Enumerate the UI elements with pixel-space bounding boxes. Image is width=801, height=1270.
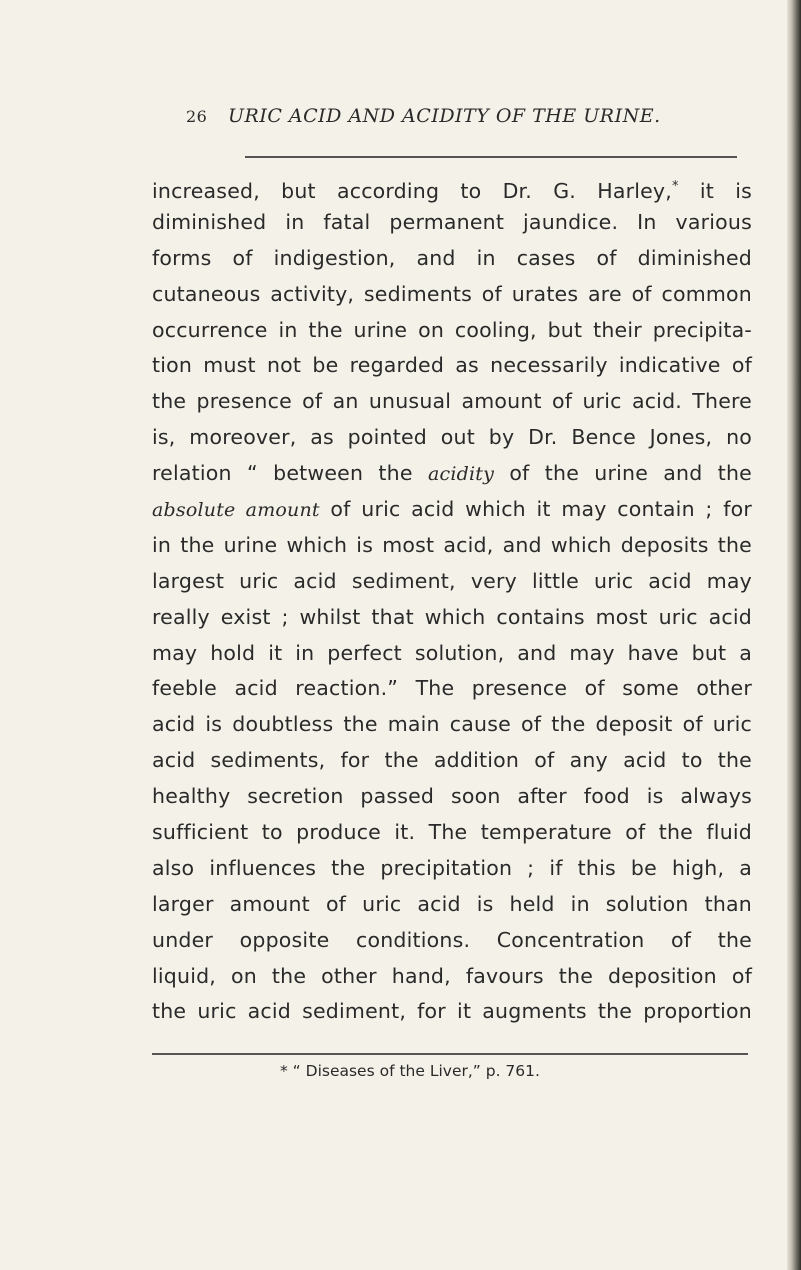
- text-line: may hold it in perfect solution, and may have but a: [152, 640, 752, 665]
- page-number: 26: [186, 107, 208, 126]
- footnote: * “ Diseases of the Liver,” p. 761.: [280, 1062, 540, 1080]
- text-line: also influences the precipitation ; if this be high, a: [152, 855, 752, 880]
- page-edge-shadow: [787, 0, 801, 1270]
- text-line: larger amount of uric acid is held in solution than: [152, 891, 752, 916]
- text-line: healthy secretion passed soon after food is always: [152, 784, 752, 809]
- text-line: under opposite conditions. Concentration of the: [152, 927, 752, 952]
- text-line: largest uric acid sediment, very little uric acid may: [152, 568, 752, 593]
- text-line: diminished in fatal permanent jaundice. In various: [152, 209, 752, 234]
- running-title: URIC ACID AND ACIDITY OF THE URINE.: [228, 105, 661, 127]
- footnote-marker: *: [671, 179, 679, 194]
- text-line: acid is doubtless the main cause of the deposit of uric: [152, 712, 752, 737]
- italic-term: absolute amount: [152, 499, 320, 522]
- header-rule: [245, 156, 737, 158]
- text-line: sufficient to produce it. The temperature of the fluid: [152, 820, 752, 845]
- italic-term: acidity: [427, 463, 495, 486]
- text-line: is, moreover, as pointed out by Dr. Bence Jones, no: [152, 425, 752, 450]
- text-line: feeble acid reaction.” The presence of some other: [152, 676, 752, 701]
- text-line: the uric acid sediment, for it augments the proportion: [152, 999, 752, 1024]
- text-line: acid sediments, for the addition of any acid to the: [152, 748, 752, 773]
- text-line: increased, but according to Dr. G. Harley,* it is: [152, 179, 752, 203]
- text-line: liquid, on the other hand, favours the deposition of: [152, 963, 752, 988]
- footnote-rule: [152, 1053, 748, 1055]
- text-line: forms of indigestion, and in cases of diminished: [152, 245, 752, 270]
- text-line: cutaneous activity, sediments of urates are of common: [152, 281, 752, 306]
- text-line: absolute amount of uric acid which it may contain ; for: [152, 497, 752, 522]
- text-line: occurrence in the urine on cooling, but their precipita-: [152, 317, 752, 342]
- text-line: tion must not be regarded as necessarily indicative of: [152, 353, 752, 378]
- page-header: [186, 105, 746, 135]
- text-line: the presence of an unusual amount of uric acid. There: [152, 389, 752, 414]
- text-line: in the urine which is most acid, and which deposits the: [152, 532, 752, 557]
- text-line: really exist ; whilst that which contains most uric acid: [152, 604, 752, 629]
- text-line: relation “ between the acidity of the urine and the: [152, 461, 752, 486]
- body-paragraph: [152, 169, 752, 1030]
